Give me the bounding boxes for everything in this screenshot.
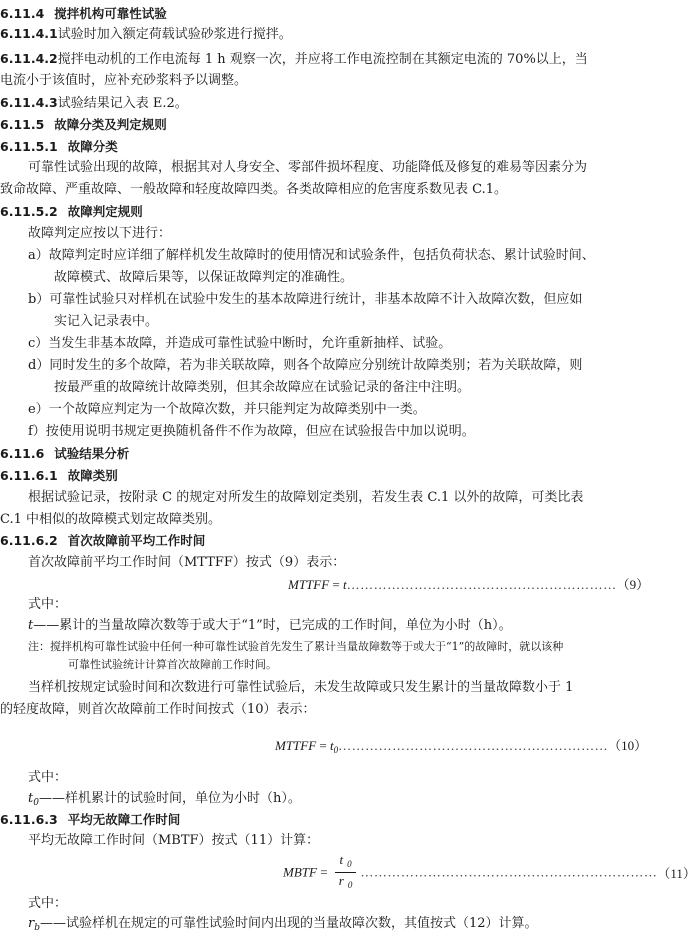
mbtf-intro: 平均无故障工作时间（MBTF）按式（11）计算： xyxy=(28,833,320,848)
list-item-b-cont: 实记入记录表中。 xyxy=(54,314,159,329)
where-label-3: 式中： xyxy=(28,896,68,911)
fault-rule-intro: 故障判定应按以下进行： xyxy=(28,226,172,241)
mttff-intro: 首次故障前平均工作时间（MTTFF）按式（9）表示： xyxy=(28,555,346,570)
paragraph-fault-category: 根据试验记录，按附录 C 的规定对所发生的故障划定类别，若发生表 C.1 以外的故障，可类比表 xyxy=(28,490,584,505)
fraction-t0-over-r0: $\frac{t _0}{r _0}$ xyxy=(335,852,357,893)
heading-6-11-6-2: 6.11.6.2 首次故障前平均工作时间 xyxy=(0,533,206,548)
list-item-a-cont: 故障模式、故障后果等，以保证故障判定的准确性。 xyxy=(54,270,354,285)
list-item-d-cont: 按最严重的故障统计故障类别，但其余故障应在试验记录的备注中注明。 xyxy=(54,380,471,395)
paragraph-6-11-4-1: 6.11.4.1试验时加入额定荷载试验砂浆进行搅拌。 xyxy=(0,26,292,42)
paragraph-mttff-no-fault: 当样机按规定试验时间和次数进行可靠性试验后，未发生故障或只发生累计的当量故障数小于 1 xyxy=(28,680,574,695)
note-line-2: 可靠性试验统计计算首次故障前工作时间。 xyxy=(68,658,277,671)
list-item-a: a）故障判定时应详细了解样机发生故障时的使用情况和试验条件，包括负荷状态、累计试验时间、 xyxy=(28,248,595,263)
definition-t: t——累计的当量故障次数等于或大于“1”时，已完成的工作时间，单位为小时（h）。 xyxy=(28,618,512,633)
definition-t0: $t_0——$样机累计的试验时间，单位为小时（h）。 xyxy=(28,791,301,808)
paragraph-6-11-4-2-cont: 电流小于该值时，应补充砂浆料予以调整。 xyxy=(0,73,248,88)
where-label-2: 式中： xyxy=(28,770,68,785)
paragraph-mttff-no-fault-cont: 的轻度故障，则首次故障前工作时间按式（10）表示： xyxy=(0,702,316,717)
formula-9: MTTFF = t……………………………………………………（9） xyxy=(288,577,650,592)
list-item-f: f）按使用说明书规定更换随机备件不作为故障，但应在试验报告中加以说明。 xyxy=(28,424,475,439)
list-item-d: d）同时发生的多个故障，若为非关联故障，则各个故障应分别统计故障类别；若为关联故障，则 xyxy=(28,358,583,373)
paragraph-fault-classification: 可靠性试验出现的故障，根据其对人身安全、零部件损坏程度、功能降低及修复的难易等因素分为 xyxy=(28,160,588,175)
list-item-b: b）可靠性试验只对样机在试验中发生的基本故障进行统计，非基本故障不计入故障次数，但应如 xyxy=(28,292,583,307)
heading-6-11-6-1: 6.11.6.1 故障类别 xyxy=(0,468,118,483)
definition-rb: $r_b——$试验样机在规定的可靠性试验时间内出现的当量故障次数，其值按式（12）计算。 xyxy=(28,916,538,933)
list-item-e: e）一个故障应判定为一个故障次数，并只能判定为故障类别中一类。 xyxy=(28,402,426,417)
heading-6-11-5-1: 6.11.5.1 故障分类 xyxy=(0,139,118,154)
formula-11: MBTF = $\frac{t _0}{r _0}$ …………………………………………………………（11） xyxy=(283,852,696,893)
paragraph-6-11-4-2: 6.11.4.2搅拌电动机的工作电流每 1 h 观察一次，并应将工作电流控制在其额定电流的 70%以上，当 xyxy=(0,51,588,67)
formula-10: MTTFF = $t_0\dots\dots\dots\dots\dots\dots\dots\dots\dots\dots\dots\dots\dots\dots\dots\dots\dots\dots\dots\dots(10)$ xyxy=(275,738,648,755)
where-label-1: 式中： xyxy=(28,597,68,612)
list-item-c: c）当发生非基本故障，并造成可靠性试验中断时，允许重新抽样、试验。 xyxy=(28,336,452,351)
note-line-1: 注：搅拌机构可靠性试验中任何一种可靠性试验首先发生了累计当量故障数等于或大于“1”的故障时，就以该种 xyxy=(28,640,564,653)
paragraph-6-11-4-3: 6.11.4.3试验结果记入表 E.2。 xyxy=(0,95,188,111)
paragraph-fault-category-cont: C.1 中相似的故障模式划定故障类别。 xyxy=(0,512,222,527)
heading-6-11-6: 6.11.6 试验结果分析 xyxy=(0,446,130,461)
paragraph-fault-classification-cont: 致命故障、严重故障、一般故障和轻度故障四类。各类故障相应的危害度系数见表 C.1。 xyxy=(0,182,508,197)
heading-6-11-5-2: 6.11.5.2 故障判定规则 xyxy=(0,204,143,219)
heading-6-11-4: 6.11.4 搅拌机构可靠性试验 xyxy=(0,6,167,21)
heading-6-11-5: 6.11.5 故障分类及判定规则 xyxy=(0,117,167,132)
heading-6-11-6-3: 6.11.6.3 平均无故障工作时间 xyxy=(0,812,181,827)
